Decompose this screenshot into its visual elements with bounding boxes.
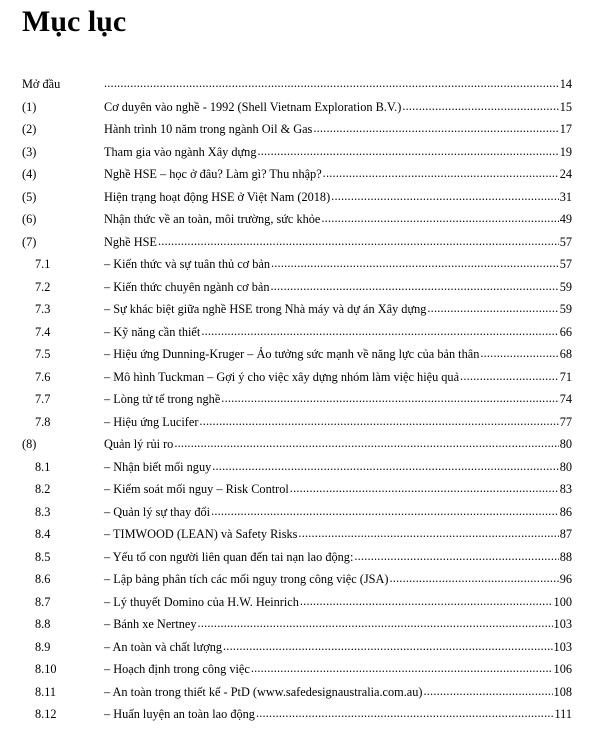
- toc-entry[interactable]: [0, 189, 600, 212]
- dot-leader: [354, 548, 558, 564]
- toc-entry-title: – Hoạch định trong công việc: [104, 662, 250, 676]
- toc-entry-number: Mở đầu: [22, 77, 61, 91]
- toc-entry-title: Cơ duyên vào nghề - 1992 (Shell Vietnam Exploration B.V.): [104, 99, 402, 114]
- toc-entry-line: [104, 571, 572, 587]
- toc-entry-line: [104, 459, 572, 475]
- dot-leader: [402, 98, 558, 114]
- toc-entry-number: 8.9: [35, 639, 51, 654]
- toc-entry[interactable]: [0, 211, 600, 234]
- toc-entry-title: – Hiệu ứng Dunning-Kruger – Ảo tưởng sức mạnh về năng lực của bản thân: [104, 347, 480, 361]
- toc-entry-page: 57: [559, 234, 572, 249]
- toc-entry-title: – Huấn luyện an toàn lao động: [104, 707, 255, 721]
- toc-entry-number: 7.5: [35, 347, 51, 361]
- dot-leader: [256, 705, 554, 721]
- toc-entry-number: 8.4: [35, 527, 51, 541]
- toc-entry-title: – TIMWOOD (LEAN) và Safety Risks: [104, 527, 298, 541]
- toc-entry-page: 87: [559, 527, 572, 541]
- toc-entry-page: 74: [559, 392, 572, 406]
- dot-leader: [271, 255, 559, 271]
- toc-entry-page: 19: [559, 144, 572, 159]
- toc-entry-line: [104, 346, 572, 362]
- toc-entry-line: [104, 211, 572, 227]
- toc-entry-title: – Kỹ năng cần thiết: [104, 324, 201, 339]
- toc-entry-line: [104, 504, 572, 520]
- toc-entry-number: 8.5: [35, 549, 51, 564]
- dot-leader: [270, 278, 558, 294]
- toc-entry-line: [104, 166, 572, 182]
- toc-entry-page: 86: [559, 504, 572, 519]
- toc-entry-title: – Kiến thức chuyên ngành cơ bản: [104, 279, 270, 294]
- toc-entry-title: Tham gia vào ngành Xây dựng: [104, 144, 257, 159]
- toc-entry[interactable]: [0, 639, 600, 662]
- toc-entry-line: [104, 234, 572, 250]
- toc-entry-title: – Kiến thức và sự tuân thủ cơ bản: [104, 257, 270, 271]
- toc-entry-number: (7): [22, 234, 37, 249]
- dot-leader: [201, 323, 558, 339]
- toc-entry[interactable]: [0, 76, 600, 99]
- dot-leader: [290, 480, 559, 496]
- toc-entry[interactable]: [0, 549, 600, 572]
- toc-entry-page: 24: [559, 167, 572, 181]
- toc-entry-line: [104, 639, 572, 655]
- toc-entry-page: 31: [559, 189, 572, 204]
- toc-entry[interactable]: [0, 414, 600, 437]
- toc-entry-number: 7.4: [35, 324, 51, 339]
- toc-entry-title: – Lòng tử tế trong nghề: [104, 392, 221, 406]
- toc-entry-page: 14: [559, 77, 572, 91]
- toc-entry-page: 57: [559, 257, 572, 271]
- toc-entry-page: 68: [559, 347, 572, 361]
- toc-entry-page: 111: [554, 707, 572, 721]
- toc-entry-page: 59: [559, 279, 572, 294]
- toc-entry-number: 7.3: [35, 302, 51, 316]
- toc-entry[interactable]: [0, 324, 600, 347]
- toc-entry-page: 96: [559, 572, 572, 586]
- toc-entry-line: [104, 706, 572, 722]
- toc-entry[interactable]: [0, 369, 600, 392]
- dot-leader: [158, 233, 559, 249]
- toc-entry-line: [104, 279, 572, 295]
- toc-entry-page: 80: [559, 459, 572, 474]
- toc-entry[interactable]: [0, 661, 600, 684]
- toc-entry[interactable]: [0, 571, 600, 594]
- dot-leader: [257, 143, 558, 159]
- toc-entry-title: Nghề HSE: [104, 234, 157, 249]
- toc-entry-number: (1): [22, 99, 37, 114]
- dot-leader: [104, 75, 559, 91]
- toc-entry-line: [104, 369, 572, 385]
- toc-entry-line: [104, 99, 572, 115]
- toc-entry-number: (4): [22, 167, 37, 181]
- dot-leader: [221, 390, 558, 406]
- toc-entry[interactable]: [0, 166, 600, 189]
- toc-entry[interactable]: [0, 684, 600, 707]
- toc-entry-line: [104, 436, 572, 452]
- toc-entry-number: 8.11: [35, 684, 57, 699]
- toc-entry-line: [104, 616, 572, 632]
- toc-entry-number: 8.7: [35, 594, 51, 609]
- toc-entry[interactable]: [0, 279, 600, 302]
- toc-entry[interactable]: [0, 144, 600, 167]
- toc-entry-page: 66: [559, 324, 572, 339]
- toc-entry[interactable]: [0, 121, 600, 144]
- dot-leader: [389, 570, 558, 586]
- toc-entry-number: 8.1: [35, 459, 51, 474]
- toc-entry-page: 77: [559, 414, 572, 429]
- toc-entry-title: – An toàn trong thiết kế - PtD (www.safedesignaustralia.com.au): [104, 684, 423, 699]
- toc-entry-number: 8.12: [35, 707, 57, 721]
- toc-entry-page: 106: [553, 662, 572, 676]
- toc-entry[interactable]: [0, 436, 600, 459]
- dot-leader: [427, 300, 558, 316]
- toc-entry-number: (5): [22, 189, 37, 204]
- dot-leader: [460, 368, 559, 384]
- toc-entry-title: Hiện trạng hoạt động HSE ở Việt Nam (2018): [104, 189, 331, 204]
- toc-entry[interactable]: [0, 616, 600, 639]
- toc-entry-title: Nghề HSE – học ở đâu? Làm gì? Thu nhập?: [104, 167, 322, 181]
- dot-leader: [199, 413, 558, 429]
- toc-entry-line: [104, 121, 572, 137]
- toc-entry-title: – Bánh xe Nertney: [104, 617, 197, 631]
- toc-entry-line: [104, 481, 572, 497]
- toc-entry-number: 7.6: [35, 369, 51, 384]
- toc-entry-page: 17: [559, 122, 572, 136]
- toc-entry[interactable]: [0, 256, 600, 279]
- dot-leader: [424, 683, 553, 699]
- toc-entry-page: 100: [553, 594, 572, 609]
- toc-entry[interactable]: [0, 391, 600, 414]
- dot-leader: [298, 525, 558, 541]
- dot-leader: [480, 345, 558, 361]
- toc-entry[interactable]: [0, 301, 600, 324]
- toc-entry-page: 88: [559, 549, 572, 564]
- dot-leader: [198, 615, 553, 631]
- toc-entry-number: 7.1: [35, 257, 51, 271]
- toc-entry-number: (8): [22, 437, 37, 451]
- toc-entry-page: 59: [559, 302, 572, 316]
- toc-entry-page: 83: [559, 482, 572, 496]
- toc-entry-line: [104, 594, 572, 610]
- toc-entry-number: 8.10: [35, 662, 57, 676]
- dot-leader: [212, 458, 558, 474]
- dot-leader: [223, 638, 553, 654]
- dot-leader: [323, 165, 559, 181]
- toc-entry-line: [104, 301, 572, 317]
- toc-entry-number: 8.2: [35, 482, 51, 496]
- toc-entry[interactable]: [0, 459, 600, 482]
- dot-leader: [211, 503, 559, 519]
- toc-entry-number: 8.6: [35, 572, 51, 586]
- dot-leader: [174, 435, 558, 451]
- toc-entry-title: Hành trình 10 năm trong ngành Oil & Gas: [104, 122, 313, 136]
- toc-entry-number: 7.7: [35, 392, 51, 406]
- toc-entry-line: [104, 144, 572, 160]
- toc-entry[interactable]: [0, 594, 600, 617]
- toc-entry-line: [104, 684, 572, 700]
- page-title: Mục lục: [22, 5, 127, 38]
- toc-entry[interactable]: [0, 706, 600, 729]
- toc-entry-line: [104, 324, 572, 340]
- toc-entry-line: [104, 189, 572, 205]
- toc-entry[interactable]: [0, 504, 600, 527]
- toc-entry-line: [104, 76, 572, 92]
- toc-entry[interactable]: [0, 481, 600, 504]
- toc-entry-page: 108: [553, 684, 572, 699]
- dot-leader: [331, 188, 559, 204]
- toc-entry-line: [104, 256, 572, 272]
- dot-leader: [321, 210, 558, 226]
- toc-entry-title: – Yếu tố con người liên quan đến tai nạn lao động:: [104, 549, 354, 564]
- toc-entry-number: (2): [22, 122, 37, 136]
- toc-entry-title: Quản lý rủi ro: [104, 437, 174, 451]
- toc-entry-title: – Nhận biết mối nguy: [104, 459, 212, 474]
- toc-entry[interactable]: [0, 99, 600, 122]
- toc-entry-number: (6): [22, 212, 37, 226]
- toc-entry-title: Nhận thức về an toàn, môi trường, sức khỏe: [104, 212, 321, 226]
- toc-entry-title: – Mô hình Tuckman – Gợi ý cho việc xây dựng nhóm làm việc hiệu quả: [104, 369, 460, 384]
- toc-entry-number: 8.8: [35, 617, 51, 631]
- toc-entry-number: 7.8: [35, 414, 51, 429]
- toc-entry-page: 103: [553, 617, 572, 631]
- toc-entry-title: – Lập bảng phân tích các mối nguy trong công việc (JSA): [104, 572, 389, 586]
- toc-entry-page: 80: [559, 437, 572, 451]
- toc-entry[interactable]: [0, 234, 600, 257]
- toc-entry-line: [104, 391, 572, 407]
- toc-entry-title: – Lý thuyết Domino của H.W. Heinrich: [104, 594, 299, 609]
- toc-entry-page: 49: [559, 212, 572, 226]
- dot-leader: [251, 660, 553, 676]
- toc-entry-title: – An toàn và chất lượng: [104, 639, 223, 654]
- toc-entry-line: [104, 661, 572, 677]
- dot-leader: [313, 120, 558, 136]
- toc-entry-title: – Hiệu ứng Lucifer: [104, 414, 199, 429]
- toc-entry-page: 103: [553, 639, 572, 654]
- toc-entry-page: 15: [559, 99, 572, 114]
- toc-entry-title: – Quản lý sự thay đổi: [104, 504, 211, 519]
- table-of-contents: [0, 76, 600, 729]
- toc-entry-number: 8.3: [35, 504, 51, 519]
- toc-entry-page: 71: [559, 369, 572, 384]
- toc-entry-line: [104, 549, 572, 565]
- toc-entry-title: – Kiểm soát mối nguy – Risk Control: [104, 482, 289, 496]
- toc-entry-line: [104, 526, 572, 542]
- toc-entry-number: 7.2: [35, 279, 51, 294]
- dot-leader: [300, 593, 553, 609]
- toc-entry-line: [104, 414, 572, 430]
- toc-entry-title: – Sự khác biệt giữa nghề HSE trong Nhà máy và dự án Xây dựng: [104, 302, 427, 316]
- toc-entry-number: (3): [22, 144, 37, 159]
- toc-entry[interactable]: [0, 346, 600, 369]
- toc-entry[interactable]: [0, 526, 600, 549]
